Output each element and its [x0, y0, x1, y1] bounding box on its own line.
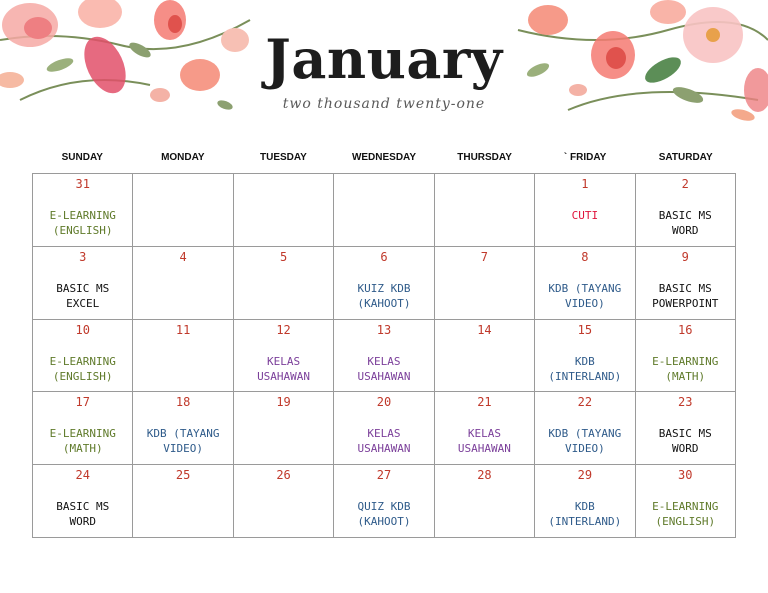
day-event: KELAS USAHAWAN: [457, 427, 511, 456]
calendar-day-cell[interactable]: [234, 392, 334, 465]
day-number: 20: [376, 395, 392, 410]
weekday-label: MONDAY: [161, 152, 205, 163]
day-event: BASIC MS WORD: [56, 500, 110, 529]
calendar-day-cell[interactable]: [535, 320, 635, 393]
day-event: E-LEARNING (MATH): [652, 354, 719, 383]
calendar-day-cell[interactable]: [435, 392, 535, 465]
day-number: 10: [75, 322, 90, 337]
day-number: 23: [678, 395, 693, 410]
calendar-day-cell[interactable]: [133, 174, 233, 247]
calendar-day-cell[interactable]: [33, 320, 133, 393]
calendar-day-cell[interactable]: [334, 392, 434, 465]
calendar-header: [0, 0, 768, 135]
day-event: KDB (INTERLAND): [548, 354, 622, 383]
calendar-day-cell[interactable]: [33, 174, 133, 247]
day-number: 22: [577, 395, 593, 410]
day-number: 18: [175, 395, 191, 410]
day-event: KDB (TAYANG VIDEO): [548, 281, 622, 310]
day-event: KELAS USAHAWAN: [257, 354, 311, 383]
day-number: 15: [577, 322, 593, 337]
day-number: 11: [175, 322, 191, 337]
day-event: KUIZ KDB (KAHOOT): [357, 281, 411, 310]
calendar-day-cell[interactable]: [133, 465, 233, 538]
month-title: January: [265, 27, 503, 91]
calendar-day-cell[interactable]: [535, 392, 635, 465]
calendar-day-cell[interactable]: [435, 247, 535, 320]
day-number: 27: [376, 468, 392, 483]
calendar-day-cell[interactable]: [33, 465, 133, 538]
day-event: BASIC MS POWERPOINT: [652, 281, 719, 310]
day-event: BASIC MS WORD: [658, 209, 712, 237]
calendar-day-cell[interactable]: [334, 320, 434, 393]
calendar-day-cell[interactable]: [234, 320, 334, 393]
day-number: 17: [75, 395, 90, 410]
day-number: 29: [577, 468, 593, 483]
calendar-day-cell[interactable]: [535, 247, 635, 320]
day-number: 19: [276, 395, 291, 410]
day-event: E-LEARNING (ENGLISH): [652, 500, 719, 529]
calendar-day-cell[interactable]: [636, 247, 736, 320]
calendar-day-cell[interactable]: [33, 392, 133, 465]
day-number: 21: [477, 395, 492, 410]
day-event: E-LEARNING (MATH): [49, 427, 116, 456]
calendar-day-cell[interactable]: [334, 247, 434, 320]
day-event: E-LEARNING (ENGLISH): [49, 354, 116, 383]
calendar-day-cell[interactable]: [234, 174, 334, 247]
calendar-day-cell[interactable]: [636, 465, 736, 538]
calendar-day-cell[interactable]: [435, 320, 535, 393]
calendar-day-cell[interactable]: [636, 320, 736, 393]
weekday-label: SATURDAY: [658, 152, 713, 163]
day-number: 4: [179, 249, 187, 264]
day-number: 26: [276, 468, 291, 483]
weekday-header-row: [32, 148, 736, 168]
calendar-day-cell[interactable]: [535, 174, 635, 247]
calendar-day-cell[interactable]: [334, 465, 434, 538]
day-event: QUIZ KDB (KAHOOT): [357, 500, 411, 529]
day-number: 16: [678, 322, 693, 337]
day-number: 1: [581, 177, 589, 191]
weekday-label: TUESDAY: [259, 152, 307, 163]
calendar-day-cell[interactable]: [435, 465, 535, 538]
day-number: 5: [279, 249, 288, 264]
calendar-day-cell[interactable]: [33, 247, 133, 320]
day-event: KELAS USAHAWAN: [357, 427, 411, 456]
calendar-day-cell[interactable]: [636, 392, 736, 465]
calendar-day-cell[interactable]: [234, 465, 334, 538]
day-number: 2: [681, 177, 689, 191]
day-number: 7: [480, 249, 489, 264]
calendar-day-cell[interactable]: [535, 465, 635, 538]
year-subtitle: two thousand twenty-one: [282, 96, 486, 112]
calendar-day-cell[interactable]: [133, 392, 233, 465]
weekday-label: WEDNESDAY: [351, 152, 417, 163]
calendar-day-cell[interactable]: [435, 174, 535, 247]
day-number: 25: [175, 468, 191, 483]
day-number: 28: [477, 468, 492, 483]
weekday-label: SUNDAY: [61, 152, 103, 163]
day-event: KDB (INTERLAND): [548, 500, 622, 529]
calendar-day-cell[interactable]: [133, 247, 233, 320]
day-number: 24: [75, 468, 90, 483]
day-number: 3: [79, 249, 87, 264]
day-event: KELAS USAHAWAN: [357, 354, 411, 383]
day-event: KDB (TAYANG VIDEO): [146, 427, 220, 456]
day-number: 30: [678, 468, 693, 483]
day-event: BASIC MS WORD: [658, 427, 712, 456]
weekday-label: ` FRIDAY: [563, 152, 607, 163]
day-number: 8: [581, 249, 589, 264]
day-number: 9: [681, 249, 689, 264]
day-number: 31: [75, 177, 90, 191]
day-number: 13: [376, 322, 392, 337]
calendar-grid: [32, 173, 736, 538]
calendar-day-cell[interactable]: [334, 174, 434, 247]
weekday-label: THURSDAY: [457, 152, 512, 163]
day-number: 12: [276, 322, 291, 337]
day-number: 6: [380, 249, 388, 264]
calendar-day-cell[interactable]: [133, 320, 233, 393]
day-event: KDB (TAYANG VIDEO): [548, 427, 622, 456]
day-event: E-LEARNING (ENGLISH): [49, 209, 116, 237]
calendar-day-cell[interactable]: [234, 247, 334, 320]
day-event: BASIC MS EXCEL: [56, 281, 110, 310]
day-event: CUTI: [571, 209, 599, 222]
calendar-day-cell[interactable]: [636, 174, 736, 247]
day-number: 14: [477, 322, 492, 337]
